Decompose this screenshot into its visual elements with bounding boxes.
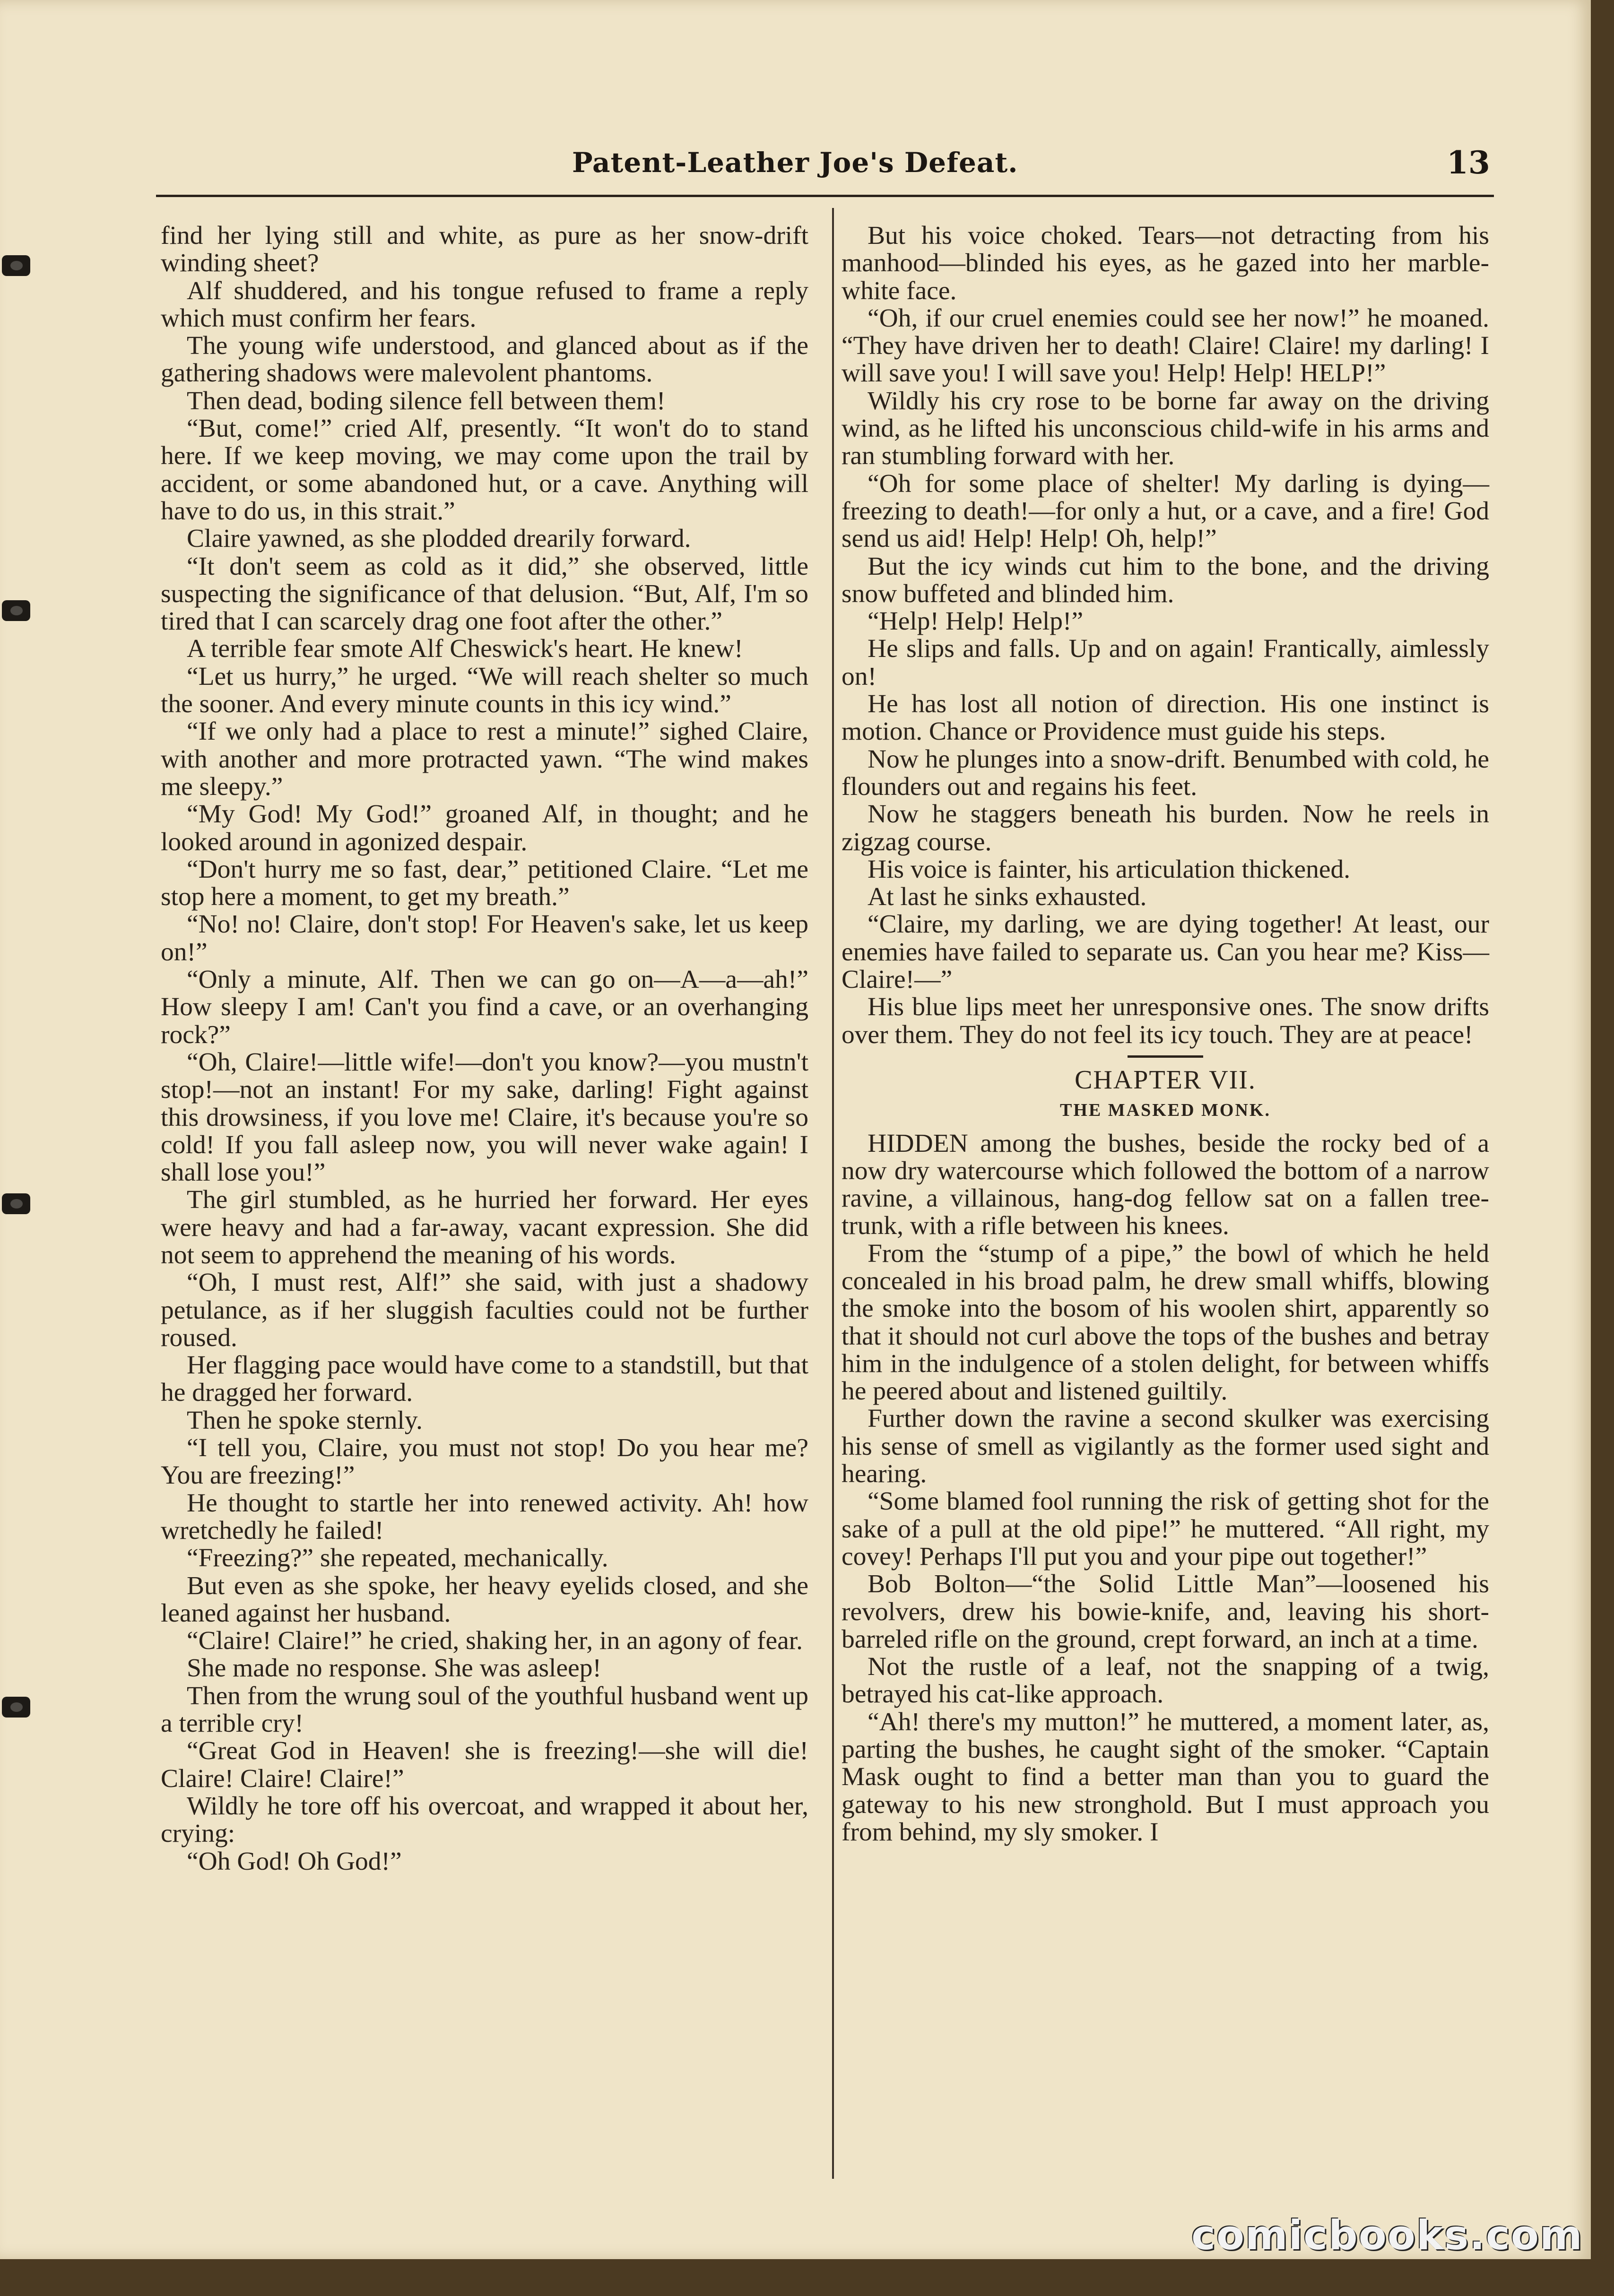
paragraph: A terrible fear smote Alf Cheswick's heart. He knew!	[187, 634, 743, 664]
paragraph: “Oh, Claire!—little wife!—don't you know?—you mustn't stop!—not an instant! For my sake, darling! Fight against this drowsiness, if you love me! Claire, it's because you're so cold! If you fall asleep now, you will never wake again! I shall lose you!”	[161, 1047, 808, 1187]
paragraph: Further down the ravine a second skulker was exercising his sense of smell as vigilantly as the former used sight and hearing.	[842, 1404, 1489, 1489]
paragraph: “Freezing?” she repeated, mechanically.	[187, 1544, 608, 1573]
left-column	[161, 222, 808, 1875]
paragraph: “Only a minute, Alf. Then we can go on—A—a—ah!” How sleepy I am! Can't you find a cave, or an overhanging rock?”	[161, 965, 808, 1049]
binding-staple	[2, 1193, 30, 1214]
paragraph: “Let us hurry,” he urged. “We will reach shelter so much the sooner. And every minute counts in this icy wind.”	[161, 662, 808, 719]
paragraph: From the “stump of a pipe,” the bowl of which he held concealed in his broad palm, he drew small whiffs, blowing the smoke into the bosom of his woolen shirt, apparently so that it should not curl above the tops of the bushes and betray him in the indulgence of a stolen delight, for between whiffs he peered about and listened guiltily.	[842, 1239, 1489, 1406]
right-column	[842, 222, 1489, 1846]
paragraph: Her flagging pace would have come to a standstill, but that he dragged her forward.	[161, 1351, 808, 1407]
paragraph: He has lost all notion of direction. His one instinct is motion. Chance or Providence must guide his steps.	[842, 690, 1489, 746]
header-rule	[156, 195, 1494, 197]
watermark: comicbooks.com	[1191, 2212, 1583, 2259]
binding-staple	[2, 1697, 30, 1718]
right-column-text-after-chapter	[842, 1130, 1489, 1847]
paragraph: Claire yawned, as she plodded drearily forward.	[187, 524, 691, 553]
binding-staple	[2, 255, 30, 276]
right-column-text-before-chapter	[842, 222, 1489, 1049]
paragraph: Now he staggers beneath his burden. Now he reels in zigzag course.	[842, 800, 1489, 856]
paragraph: “Ah! there's my mutton!” he muttered, a moment later, as, parting the bushes, he caught sight of the smoker. “Captain Mask ought to find a better man than you to guard the gateway to his new stronghold. But I must approach you from behind, my sly smoker. I	[842, 1707, 1489, 1847]
paragraph: His blue lips meet her unresponsive ones. The snow drifts over them. They do not feel its icy touch. They are at peace!	[842, 993, 1489, 1049]
paragraph: But his voice choked. Tears—not detracting from his manhood—blinded his eyes, as he gazed into her marble-white face.	[842, 221, 1489, 305]
paragraph: He slips and falls. Up and on again! Frantically, aimlessly on!	[842, 634, 1489, 691]
paragraph: “If we only had a place to rest a minute!” sighed Claire, with another and more protracted yawn. “The wind makes me sleepy.”	[161, 717, 808, 801]
paragraph: “Don't hurry me so fast, dear,” petitioned Claire. “Let me stop here a moment, to get my breath.”	[161, 855, 808, 912]
paragraph: “Oh for some place of shelter! My darling is dying—freezing to death!—for only a hut, or a cave, and a fire! God send us aid! Help! Help! Oh, help!”	[842, 469, 1489, 553]
paragraph: “Great God in Heaven! she is freezing!—she will die! Claire! Claire! Claire!”	[161, 1736, 808, 1793]
paragraph: He thought to startle her into renewed activity. Ah! how wretchedly he failed!	[161, 1488, 808, 1545]
paragraph: “It don't seem as cold as it did,” she observed, little suspecting the significance of that delusion. “But, Alf, I'm so tired that I can scarcely drag one foot after the other.”	[161, 552, 808, 636]
column-divider	[832, 208, 834, 2179]
paragraph: The girl stumbled, as he hurried her forward. Her eyes were heavy and had a far-away, vacant expression. She did not seem to apprehend the meaning of his words.	[161, 1185, 808, 1269]
paragraph: Alf shuddered, and his tongue refused to frame a reply which must confirm her fears.	[161, 276, 808, 333]
paragraph: “No! no! Claire, don't stop! For Heaven's sake, let us keep on!”	[161, 910, 808, 967]
chapter-title: CHAPTER VII.	[1075, 1065, 1256, 1095]
paragraph: “Claire! Claire!” he cried, shaking her, in an agony of fear.	[187, 1626, 803, 1656]
paragraph: Bob Bolton—“the Solid Little Man”—loosened his revolvers, drew his bowie-knife, and, leaving his short-barreled rifle on the ground, crept forward, an inch at a time.	[842, 1570, 1489, 1654]
paragraph: “I tell you, Claire, you must not stop! Do you hear me? You are freezing!”	[161, 1433, 808, 1490]
chapter-subtitle: THE MASKED MONK.	[1060, 1100, 1271, 1121]
paragraph: “Help! Help! Help!”	[868, 607, 1084, 636]
section-rule	[1128, 1055, 1203, 1058]
paragraph: Now he plunges into a snow-drift. Benumbed with cold, he flounders out and regains his feet.	[842, 744, 1489, 801]
paragraph: The young wife understood, and glanced about as if the gathering shadows were malevolent phantoms.	[161, 331, 808, 388]
paragraph: But the icy winds cut him to the bone, and the driving snow buffeted and blinded him.	[842, 552, 1489, 608]
paragraph: But even as she spoke, her heavy eyelids closed, and she leaned against her husband.	[161, 1571, 808, 1628]
page-number: 13	[1447, 144, 1490, 181]
paragraph: “My God! My God!” groaned Alf, in thought; and he looked around in agonized despair.	[161, 800, 808, 856]
paragraph: Then from the wrung soul of the youthful husband went up a terrible cry!	[161, 1681, 808, 1738]
paragraph: “Oh God! Oh God!”	[187, 1847, 402, 1876]
paragraph: “Some blamed fool running the risk of getting shot for the sake of a pull at the old pipe!” he muttered. “All right, my covey! Perhaps I'll put you and your pipe out together!”	[842, 1487, 1489, 1571]
binding-staple	[2, 600, 30, 621]
paragraph: “But, come!” cried Alf, presently. “It won't do to stand here. If we keep moving, we may come upon the trail by accident, or some abandoned hut, or a cave. Anything will have to do us, in this strait.”	[161, 414, 808, 526]
paragraph: “Oh, if our cruel enemies could see her now!” he moaned. “They have driven her to death! Claire! Claire! my darling! I will save you! I will save you! Help! Help! HELP!”	[842, 303, 1489, 388]
paragraph: Wildly his cry rose to be borne far away on the driving wind, as he lifted his unconscious child-wife in his arms and ran stumbling forward with her.	[842, 386, 1489, 471]
paragraph: Not the rustle of a leaf, not the snapping of a twig, betrayed his cat-like approach.	[842, 1652, 1489, 1709]
paragraph: find her lying still and white, as pure as her snow-drift winding sheet?	[161, 221, 808, 278]
paragraph: “Claire, my darling, we are dying together! At least, our enemies have failed to separate us. Can you hear me? Kiss— Claire!—”	[842, 910, 1489, 994]
paragraph: Wildly he tore off his overcoat, and wrapped it about her, crying:	[161, 1791, 808, 1848]
paragraph: HIDDEN among the bushes, beside the rocky bed of a now dry watercourse which followed the bottom of a narrow ravine, a villainous, hang-dog fellow sat on a fallen tree-trunk, with a rifle between his knees.	[842, 1129, 1489, 1241]
paragraph: She made no response. She was asleep!	[187, 1654, 601, 1683]
paragraph: His voice is fainter, his articulation thickened.	[868, 855, 1351, 884]
paragraph: At last he sinks exhausted.	[868, 882, 1147, 912]
paragraph: Then he spoke sternly.	[187, 1406, 423, 1435]
paragraph: “Oh, I must rest, Alf!” she said, with just a shadowy petulance, as if her sluggish faculties could not be further roused.	[161, 1268, 808, 1352]
paragraph: Then dead, boding silence fell between them!	[187, 386, 666, 415]
running-head: Patent-Leather Joe's Defeat.	[572, 147, 1018, 179]
